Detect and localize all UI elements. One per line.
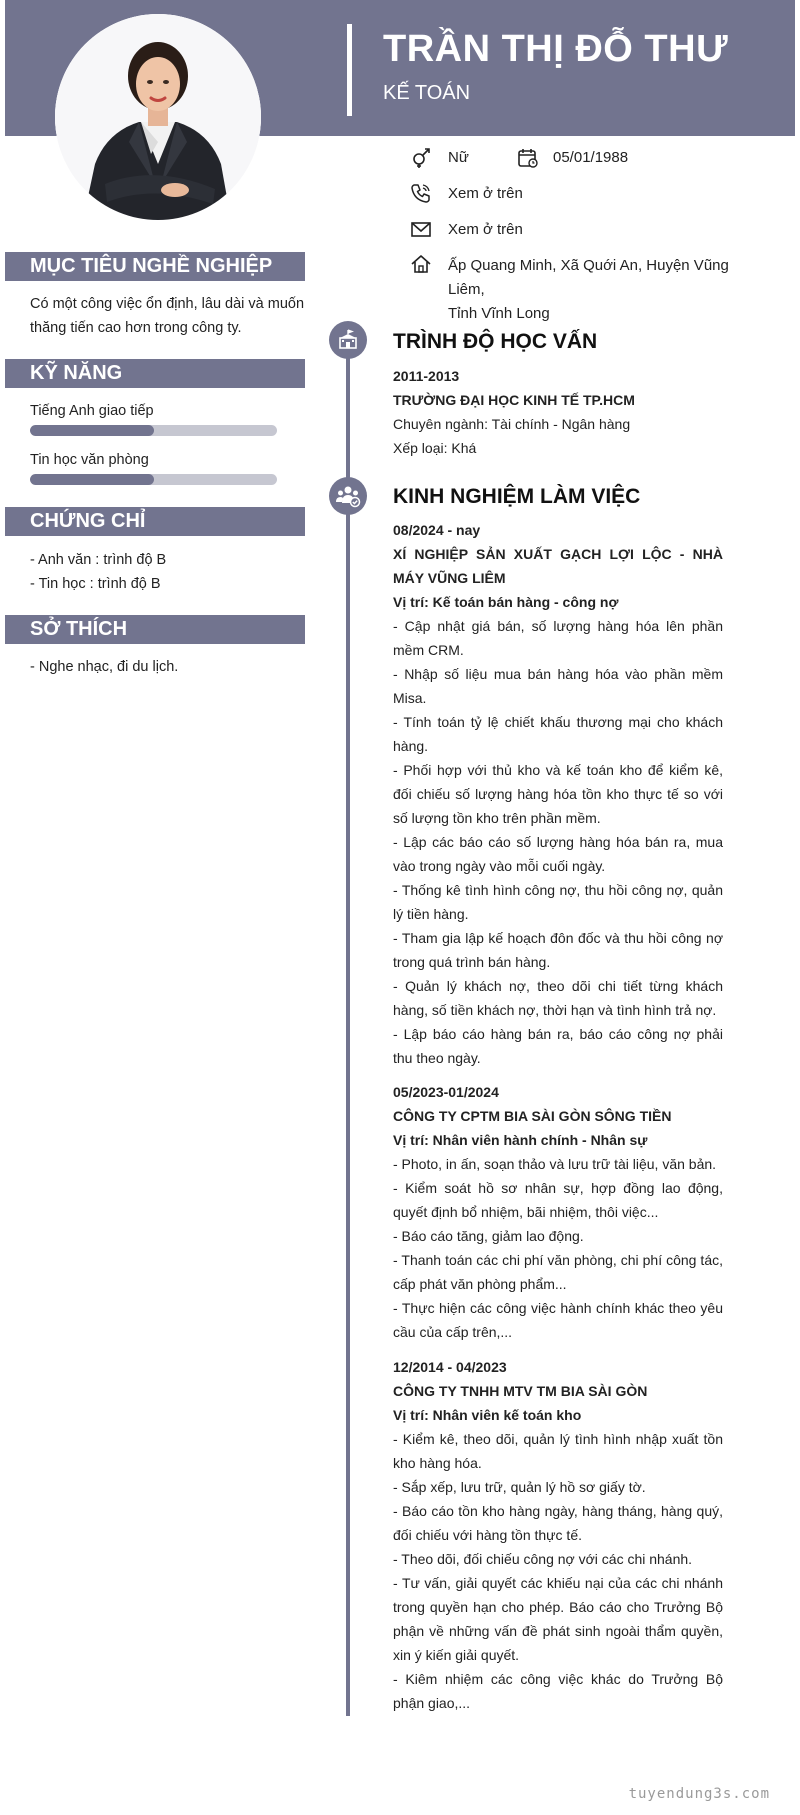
objective-text: Có một công việc ổn định, lâu dài và muốn thăng tiến cao hơn trong công ty. (30, 296, 305, 336)
job-duty: - Tư vấn, giải quyết các khiếu nại của các chi nhánh trong quyền hạn cho phép. Báo cáo cho Trưởng Bộ phận về những vấn đề phát sinh ngoài thẩm quyền, xin ý kiến giải quyết. (393, 1575, 723, 1663)
job-duty: - Sắp xếp, lưu trữ, quản lý hồ sơ giấy tờ. (393, 1479, 646, 1495)
job-title: KẾ TOÁN (383, 82, 471, 104)
job-company: CÔNG TY CPTM BIA SÀI GÒN SÔNG TIỀN (393, 1108, 672, 1124)
job-position: Vị trí: Kế toán bán hàng - công nợ (393, 594, 619, 610)
skill-label: Tin học văn phòng (30, 452, 149, 468)
job-duty: - Phối hợp với thủ kho và kế toán kho để kiểm kê, đối chiếu số lượng hàng hóa tồn kho thực tế so với số lượng tồn kho trên phần mềm. (393, 762, 723, 826)
job-period: 05/2023-01/2024 (393, 1084, 499, 1100)
education-icon (329, 321, 367, 359)
home-icon (410, 253, 432, 275)
phone-value: Xem ở trên (448, 185, 523, 202)
job-duty: - Kiểm soát hồ sơ nhân sự, hợp đồng lao động, quyết định bổ nhiệm, bãi nhiệm, thôi việc... (393, 1180, 723, 1220)
job-duty: - Cập nhật giá bán, số lượng hàng hóa lên phần mềm CRM. (393, 618, 723, 658)
job-duty: - Báo cáo tăng, giảm lao động. (393, 1228, 584, 1244)
skill-bar (30, 425, 277, 436)
timeline-line (346, 336, 350, 1716)
job-duty: - Thanh toán các chi phí văn phòng, chi phí công tác, cấp phát văn phòng phẩm... (393, 1252, 723, 1292)
job-duty: - Báo cáo tồn kho hàng ngày, hàng tháng, hàng quý, đối chiếu với hàng tồn thực tế. (393, 1503, 723, 1543)
experience-job (393, 518, 723, 1070)
email-icon (410, 218, 432, 240)
job-period: 08/2024 - nay (393, 522, 481, 538)
education-period: 2011-2013 (393, 368, 460, 384)
experience-icon (329, 477, 367, 515)
candidate-name: TRẦN THỊ ĐỖ THƯ (383, 28, 729, 70)
email-value: Xem ở trên (448, 221, 523, 238)
job-duty: - Thực hiện các công việc hành chính khác theo yêu cầu của cấp trên,... (393, 1300, 723, 1340)
job-duty: - Tính toán tỷ lệ chiết khấu thương mại cho khách hàng. (393, 714, 723, 754)
skill-bar-fill (30, 474, 154, 485)
job-duty: - Tham gia lập kế hoạch đôn đốc và thu hồi công nợ trong quá trình bán hàng. (393, 930, 723, 970)
job-duty: - Lập báo cáo hàng bán ra, báo cáo công nợ phải thu theo ngày. (393, 1026, 723, 1066)
job-duty: - Kiểm kê, theo dõi, quản lý tình hình nhập xuất tồn kho hàng hóa. (393, 1431, 723, 1471)
gender-value: Nữ (448, 149, 469, 166)
skill-label: Tiếng Anh giao tiếp (30, 403, 154, 419)
hobbies-text: - Nghe nhạc, đi du lịch. (30, 659, 179, 675)
education-entry (393, 364, 723, 460)
name-accent-bar (347, 24, 352, 116)
avatar (55, 14, 261, 220)
job-position: Vị trí: Nhân viên kế toán kho (393, 1407, 582, 1423)
certificate-item: - Anh văn : trình độ B (30, 552, 167, 568)
certificates-heading: CHỨNG CHỈ (5, 507, 305, 536)
phone-icon (410, 182, 432, 204)
address-value (448, 254, 758, 326)
job-duty: - Quản lý khách nợ, theo dõi chi tiết từng khách hàng, số tiền khách nợ, thời hạn và tình hình trả nợ. (393, 978, 723, 1018)
job-period: 12/2014 - 04/2023 (393, 1359, 507, 1375)
education-school: TRƯỜNG ĐẠI HỌC KINH TẾ TP.HCM (393, 392, 635, 408)
job-duty: - Photo, in ấn, soạn thảo và lưu trữ tài liệu, văn bản. (393, 1156, 717, 1172)
skills-heading: KỸ NĂNG (5, 359, 305, 388)
education-heading: TRÌNH ĐỘ HỌC VẤN (393, 330, 598, 353)
gender-icon (410, 147, 432, 169)
skill-bar (30, 474, 277, 485)
job-duty: - Kiêm nhiệm các công việc khác do Trưởng Bộ phận giao,... (393, 1671, 723, 1711)
job-duty: - Theo dõi, đối chiếu công nợ với các chi nhánh. (393, 1551, 693, 1567)
experience-job (393, 1355, 723, 1715)
objective-heading: MỤC TIÊU NGHỀ NGHIỆP (5, 252, 305, 281)
job-position: Vị trí: Nhân viên hành chính - Nhân sự (393, 1132, 648, 1148)
education-rank: Xếp loại: Khá (393, 440, 477, 456)
skill-bar-fill (30, 425, 154, 436)
avatar-frame (55, 14, 261, 220)
address-line-2: Tỉnh Vĩnh Long (448, 305, 550, 322)
experience-job (393, 1080, 723, 1344)
job-company: XÍ NGHIỆP SẢN XUẤT GẠCH LỢI LỘC - NHÀ MÁY VŨNG LIÊM (393, 546, 723, 586)
address-line-1: Ấp Quang Minh, Xã Quới An, Huyện Vũng Liêm, (448, 257, 729, 298)
education-major: Chuyên ngành: Tài chính - Ngân hàng (393, 416, 631, 432)
job-company: CÔNG TY TNHH MTV TM BIA SÀI GÒN (393, 1383, 648, 1399)
job-duty: - Lập các báo cáo số lượng hàng hóa bán ra, mua vào trong ngày vào mỗi cuối ngày. (393, 834, 723, 874)
birthday-value: 05/01/1988 (553, 149, 629, 166)
job-duty: - Nhập số liệu mua bán hàng hóa vào phần mềm Misa. (393, 666, 723, 706)
certificate-item: - Tin học : trình độ B (30, 576, 161, 592)
experience-heading: KINH NGHIỆM LÀM VIỆC (393, 485, 641, 508)
job-duty: - Thống kê tình hình công nợ, thu hồi công nợ, quản lý tiền hàng. (393, 882, 723, 922)
calendar-icon (517, 147, 539, 169)
watermark: tuyendung3s.com (628, 1786, 770, 1802)
hobbies-heading: SỞ THÍCH (5, 615, 305, 644)
